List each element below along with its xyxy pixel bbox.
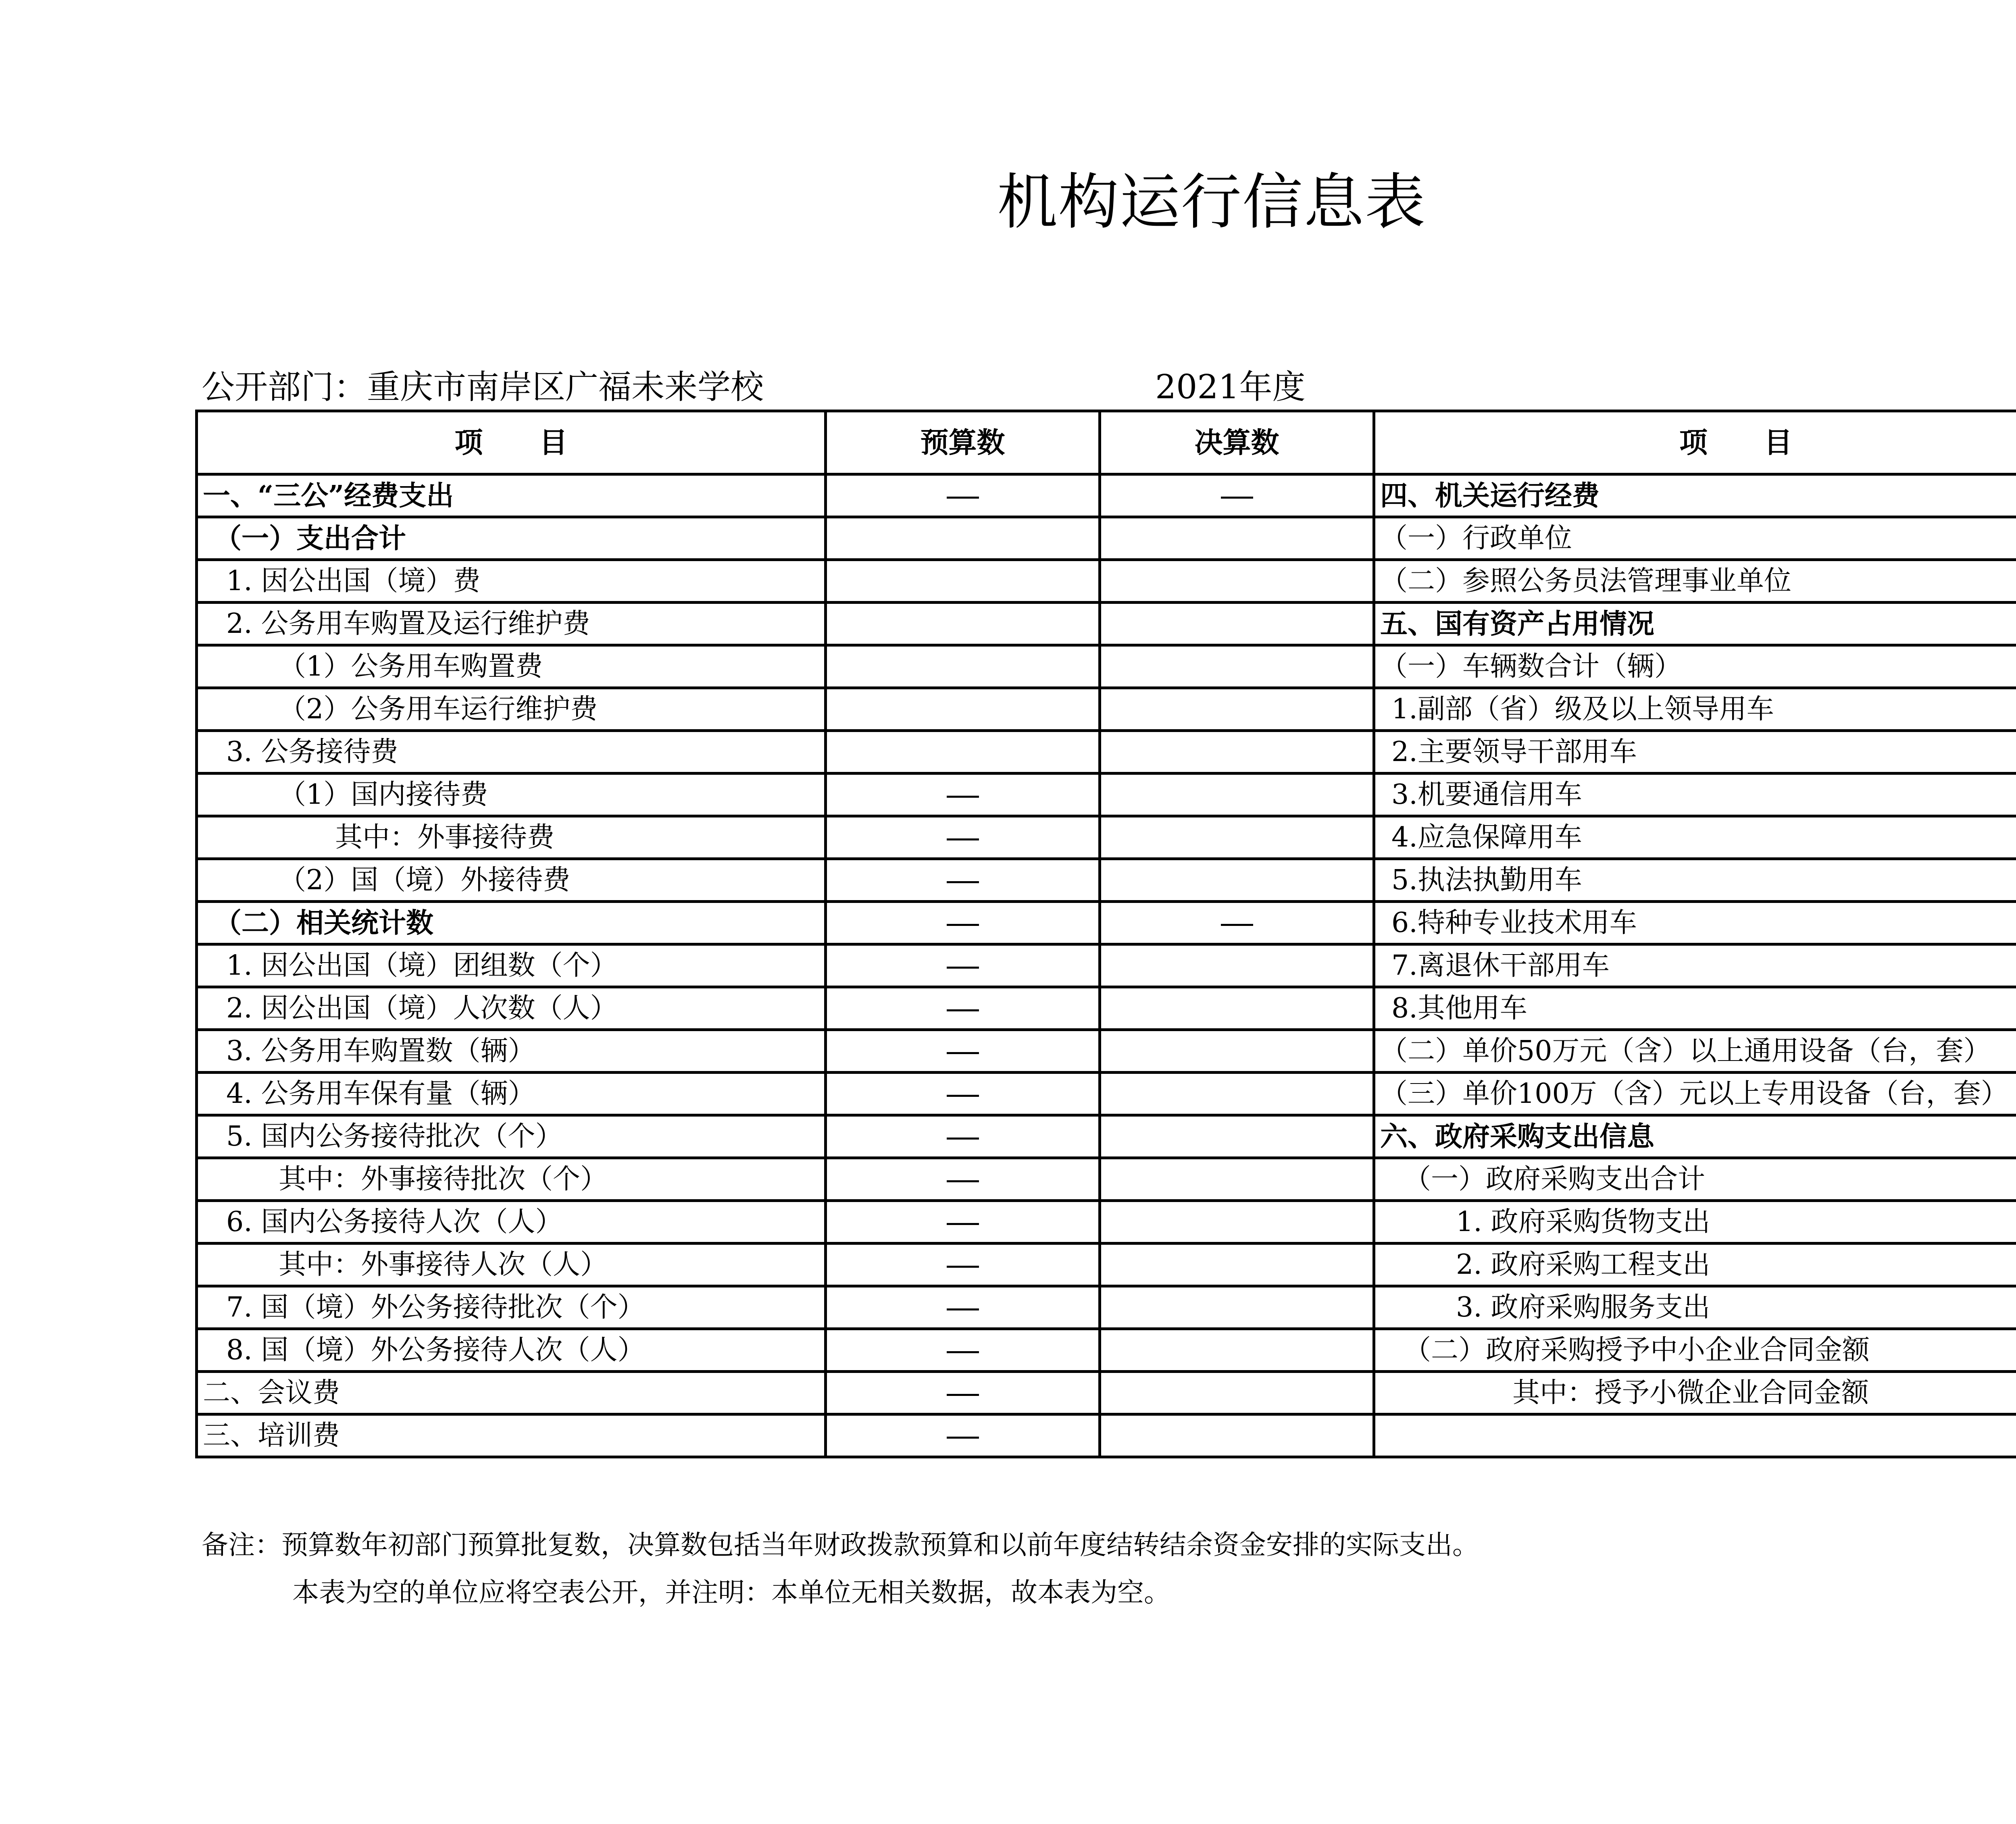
- right-item-cell: 六、政府采购支出信息: [1374, 1115, 2016, 1158]
- dash-mark: [947, 1095, 979, 1097]
- right-item-cell: 5.执法执勤用车: [1374, 859, 2016, 902]
- left-item-cell: （一）支出合计: [197, 517, 826, 560]
- left-final-cell: [1100, 1073, 1374, 1115]
- left-final-cell: [1100, 944, 1374, 987]
- right-item-cell: 1. 政府采购货物支出: [1374, 1201, 2016, 1244]
- left-item-cell: 8. 国（境）外公务接待人次（人）: [197, 1329, 826, 1372]
- info-table: [195, 410, 2016, 1458]
- left-budget-cell: [826, 1030, 1100, 1073]
- left-final-cell: [1100, 902, 1374, 944]
- left-budget-cell: [826, 1414, 1100, 1457]
- header-left-item: 项 目: [197, 411, 826, 474]
- right-item-cell: 2. 政府采购工程支出: [1374, 1244, 2016, 1286]
- left-item-cell: （2）国（境）外接待费: [197, 859, 826, 902]
- dash-mark: [947, 967, 979, 969]
- table-row: [197, 1073, 2016, 1115]
- table-row: [197, 645, 2016, 688]
- right-item-cell: （一）政府采购支出合计: [1374, 1158, 2016, 1201]
- right-item-cell: 4.应急保障用车: [1374, 816, 2016, 859]
- dash-mark: [947, 1351, 979, 1353]
- table-row: [197, 859, 2016, 902]
- left-final-cell: [1100, 859, 1374, 902]
- dash-mark: [1221, 497, 1253, 499]
- left-final-cell: [1100, 688, 1374, 731]
- left-budget-cell: [826, 645, 1100, 688]
- dash-mark: [947, 1394, 979, 1396]
- table-row: [197, 1414, 2016, 1457]
- left-final-cell: [1100, 987, 1374, 1030]
- right-item-cell: 3.机要通信用车: [1374, 774, 2016, 816]
- left-budget-cell: [826, 1158, 1100, 1201]
- left-budget-cell: [826, 1115, 1100, 1158]
- dash-mark: [947, 1308, 979, 1310]
- left-item-cell: 4. 公务用车保有量（辆）: [197, 1073, 826, 1115]
- left-final-cell: [1100, 645, 1374, 688]
- left-budget-cell: [826, 603, 1100, 645]
- left-final-cell: [1100, 1030, 1374, 1073]
- left-final-cell: [1100, 474, 1374, 517]
- left-budget-cell: [826, 474, 1100, 517]
- left-final-cell: [1100, 1372, 1374, 1414]
- right-item-cell: 其中：授予小微企业合同金额: [1374, 1372, 2016, 1414]
- right-item-cell: （一）行政单位: [1374, 517, 2016, 560]
- left-item-cell: 二、会议费: [197, 1372, 826, 1414]
- left-item-cell: （2）公务用车运行维护费: [197, 688, 826, 731]
- left-final-cell: [1100, 774, 1374, 816]
- left-final-cell: [1100, 1329, 1374, 1372]
- left-item-cell: 其中：外事接待批次（个）: [197, 1158, 826, 1201]
- left-item-cell: （1）公务用车购置费: [197, 645, 826, 688]
- left-final-cell: [1100, 1414, 1374, 1457]
- table-header-row: [197, 411, 2016, 474]
- left-item-cell: 1. 因公出国（境）团组数（个）: [197, 944, 826, 987]
- left-budget-cell: [826, 1244, 1100, 1286]
- left-budget-cell: [826, 688, 1100, 731]
- left-item-cell: 三、培训费: [197, 1414, 826, 1457]
- left-item-cell: 3. 公务接待费: [197, 731, 826, 774]
- dash-mark: [947, 1180, 979, 1182]
- dash-mark: [947, 838, 979, 840]
- header-left-budget: 预算数: [826, 411, 1100, 474]
- left-budget-cell: [826, 1286, 1100, 1329]
- left-item-cell: 一、“三公”经费支出: [197, 474, 826, 517]
- right-item-cell: 3. 政府采购服务支出: [1374, 1286, 2016, 1329]
- right-item-cell: 8.其他用车: [1374, 987, 2016, 1030]
- left-item-cell: 其中：外事接待费: [197, 816, 826, 859]
- left-final-cell: [1100, 731, 1374, 774]
- left-final-cell: [1100, 1244, 1374, 1286]
- left-budget-cell: [826, 987, 1100, 1030]
- left-final-cell: [1100, 603, 1374, 645]
- table-row: [197, 774, 2016, 816]
- dash-mark: [947, 1052, 979, 1054]
- left-budget-cell: [826, 731, 1100, 774]
- left-final-cell: [1100, 1201, 1374, 1244]
- table-row: [197, 688, 2016, 731]
- left-final-cell: [1100, 560, 1374, 603]
- table-row: [197, 987, 2016, 1030]
- left-item-cell: 1. 因公出国（境）费: [197, 560, 826, 603]
- table-row: [197, 1286, 2016, 1329]
- left-item-cell: （二）相关统计数: [197, 902, 826, 944]
- left-item-cell: 7. 国（境）外公务接待批次（个）: [197, 1286, 826, 1329]
- left-budget-cell: [826, 816, 1100, 859]
- left-final-cell: [1100, 517, 1374, 560]
- right-item-cell: 四、机关运行经费: [1374, 474, 2016, 517]
- left-final-cell: [1100, 816, 1374, 859]
- dash-mark: [947, 1223, 979, 1225]
- table-row: [197, 603, 2016, 645]
- left-item-cell: 6. 国内公务接待人次（人）: [197, 1201, 826, 1244]
- table-row: [197, 1372, 2016, 1414]
- table-row: [197, 1158, 2016, 1201]
- right-item-cell: [1374, 1414, 2016, 1457]
- left-item-cell: 3. 公务用车购置数（辆）: [197, 1030, 826, 1073]
- header-left-final: 决算数: [1100, 411, 1374, 474]
- table-row: [197, 944, 2016, 987]
- table-row: [197, 474, 2016, 517]
- right-item-cell: （三）单价100万（含）元以上专用设备（台，套）: [1374, 1073, 2016, 1115]
- right-item-cell: 6.特种专业技术用车: [1374, 902, 2016, 944]
- dash-mark: [947, 924, 979, 926]
- table-row: [197, 1115, 2016, 1158]
- table-row: [197, 816, 2016, 859]
- dash-mark: [947, 1437, 979, 1439]
- dash-mark: [1221, 924, 1253, 926]
- dash-mark: [947, 1009, 979, 1011]
- right-item-cell: 7.离退休干部用车: [1374, 944, 2016, 987]
- left-item-cell: 5. 国内公务接待批次（个）: [197, 1115, 826, 1158]
- department-label: 公开部门：重庆市南岸区广福未来学校: [202, 368, 764, 406]
- left-item-cell: （1）国内接待费: [197, 774, 826, 816]
- left-budget-cell: [826, 1329, 1100, 1372]
- left-item-cell: 其中：外事接待人次（人）: [197, 1244, 826, 1286]
- left-final-cell: [1100, 1115, 1374, 1158]
- table-row: [197, 560, 2016, 603]
- table-row: [197, 1201, 2016, 1244]
- right-item-cell: （二）单价50万元（含）以上通用设备（台，套）: [1374, 1030, 2016, 1073]
- table-row: [197, 1030, 2016, 1073]
- table-row: [197, 731, 2016, 774]
- table-row: [197, 1329, 2016, 1372]
- dash-mark: [947, 881, 979, 883]
- right-item-cell: （一）车辆数合计（辆）: [1374, 645, 2016, 688]
- left-budget-cell: [826, 1372, 1100, 1414]
- header-right-item: 项 目: [1374, 411, 2016, 474]
- right-item-cell: 2.主要领导干部用车: [1374, 731, 2016, 774]
- left-budget-cell: [826, 774, 1100, 816]
- left-final-cell: [1100, 1286, 1374, 1329]
- right-item-cell: （二）参照公务员法管理事业单位: [1374, 560, 2016, 603]
- left-budget-cell: [826, 560, 1100, 603]
- left-budget-cell: [826, 902, 1100, 944]
- dash-mark: [947, 1138, 979, 1140]
- table-row: [197, 1244, 2016, 1286]
- left-budget-cell: [826, 1201, 1100, 1244]
- right-item-cell: 五、国有资产占用情况: [1374, 603, 2016, 645]
- dash-mark: [947, 497, 979, 499]
- dash-mark: [947, 796, 979, 798]
- left-item-cell: 2. 因公出国（境）人次数（人）: [197, 987, 826, 1030]
- table-row: [197, 902, 2016, 944]
- note-line-1: 备注：预算数年初部门预算批复数，决算数包括当年财政拨款预算和以前年度结转结余资金安排的实际支出。: [202, 1529, 1479, 1560]
- left-final-cell: [1100, 1158, 1374, 1201]
- fiscal-year: 2021年度: [1155, 368, 1306, 406]
- note-line-2: 本表为空的单位应将空表公开，并注明：本单位无相关数据，故本表为空。: [292, 1577, 1170, 1608]
- left-budget-cell: [826, 517, 1100, 560]
- dash-mark: [947, 1266, 979, 1268]
- left-budget-cell: [826, 1073, 1100, 1115]
- right-item-cell: （二）政府采购授予中小企业合同金额: [1374, 1329, 2016, 1372]
- right-item-cell: 1.副部（省）级及以上领导用车: [1374, 688, 2016, 731]
- page-title: 机构运行信息表: [997, 167, 1426, 237]
- left-item-cell: 2. 公务用车购置及运行维护费: [197, 603, 826, 645]
- left-budget-cell: [826, 944, 1100, 987]
- left-budget-cell: [826, 859, 1100, 902]
- table-row: [197, 517, 2016, 560]
